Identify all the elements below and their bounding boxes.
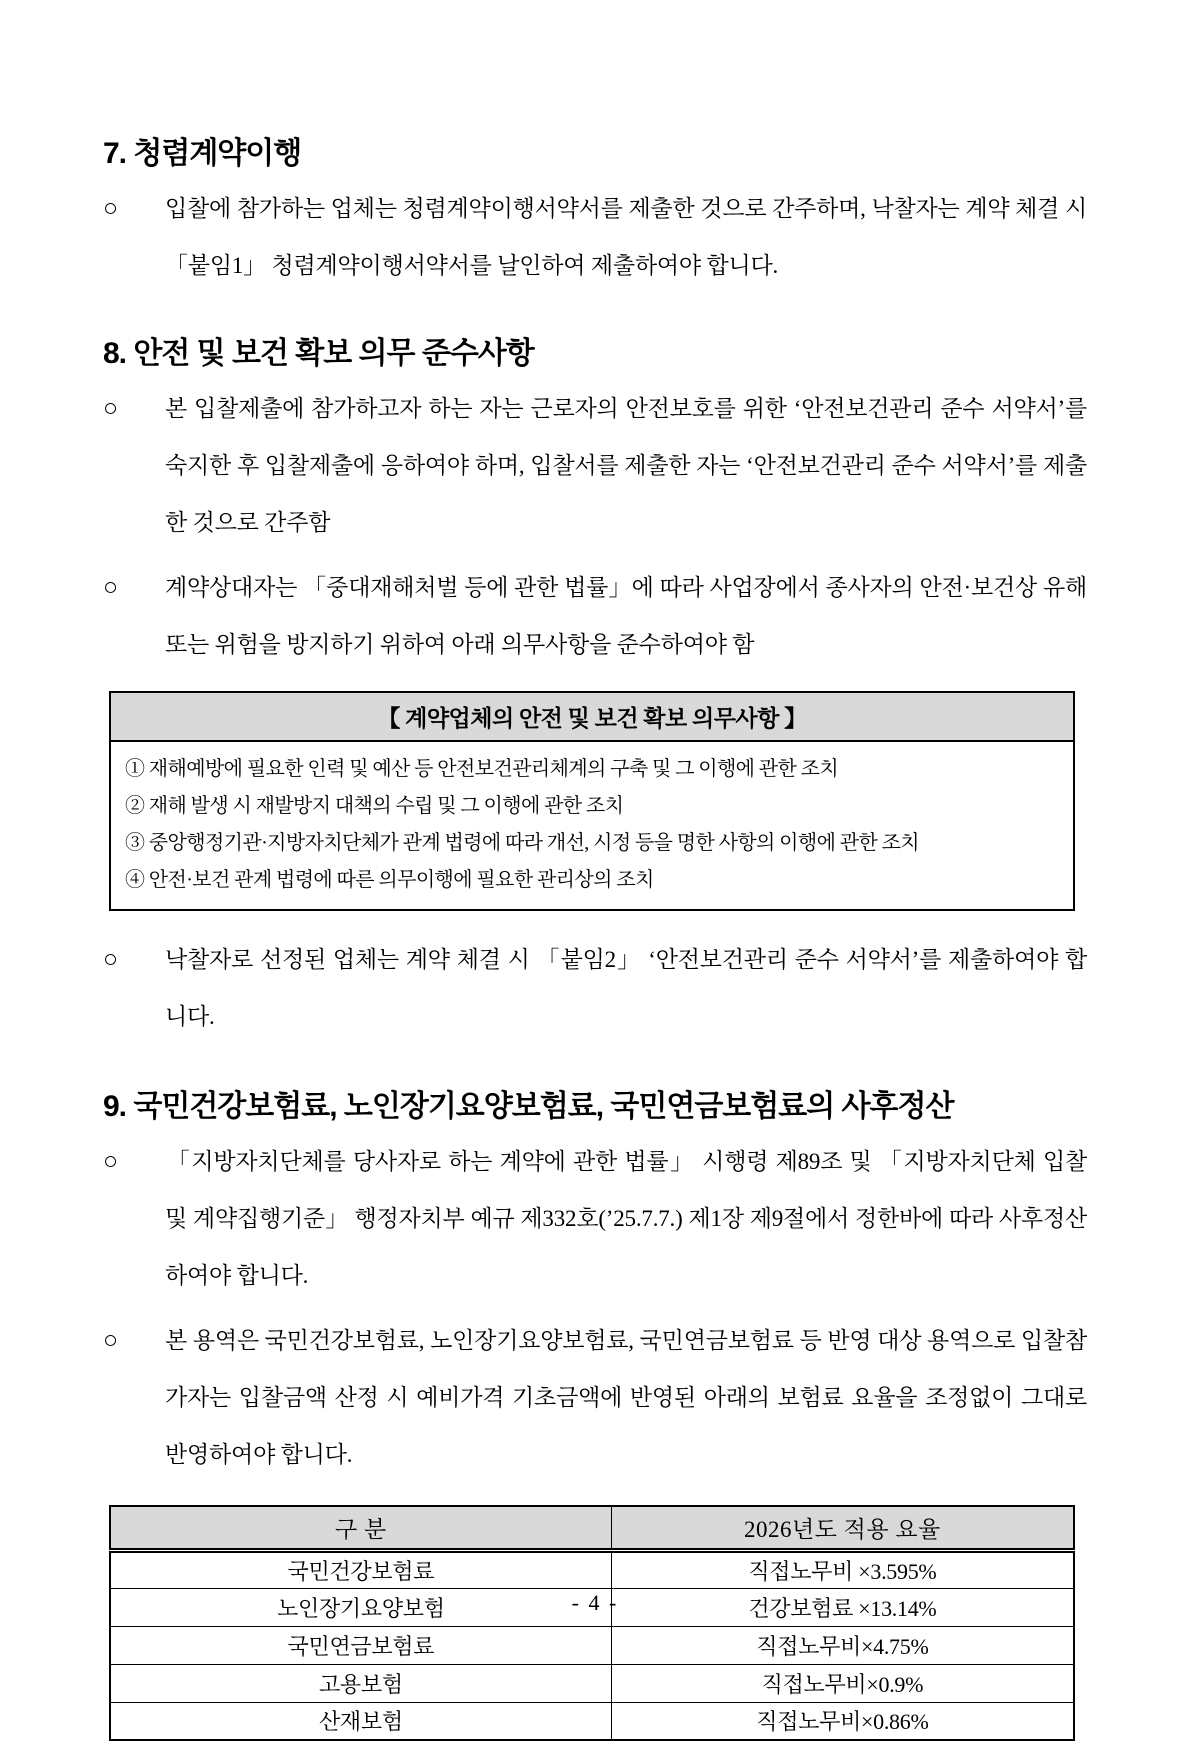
circle-bullet-icon: ○: [103, 195, 118, 222]
table-cell-rate: 직접노무비×4.75%: [611, 1626, 1074, 1664]
table-header-row: [110, 1506, 1074, 1550]
section-9-bullet-1-text: 「지방자치단체를 당사자로 하는 계약에 관한 법률」 시행령 제89조 및 「지방자치단체 입찰 및 계약집행기준」 행정자치부 예규 제332호(’25.7.7.) 제1장 제9절에서 정한바에 따라 사후정산 하여야 합니다.: [165, 1149, 1087, 1288]
section-7-bullet-1-text: 입찰에 참가하는 업체는 청렴계약이행서약서를 제출한 것으로 간주하며, 낙찰자는 계약 체결 시 「붙임1」 청렴계약이행서약서를 날인하여 제출하여야 합니다.: [165, 196, 1087, 278]
table-row: [110, 1550, 1074, 1588]
table-cell-category: 국민건강보험료: [110, 1550, 611, 1588]
page-number: - 4 -: [571, 1590, 619, 1615]
section-7-heading: 7. 청렴계약이행: [103, 137, 302, 170]
box-item-1: ① 재해예방에 필요한 인력 및 예산 등 안전보건관리체계의 구축 및 그 이행에 관한 조치: [125, 758, 839, 780]
insurance-rates-table: [109, 1505, 1075, 1741]
box-item-2: ② 재해 발생 시 재발방지 대책의 수립 및 그 이행에 관한 조치: [125, 795, 624, 817]
table-cell-rate: 건강보험료 ×13.14%: [611, 1588, 1074, 1626]
circle-bullet-icon: ○: [103, 1148, 118, 1175]
table-cell-rate: 직접노무비×0.86%: [611, 1702, 1074, 1740]
table-cell-category: 노인장기요양보험: [110, 1588, 611, 1626]
section-9-bullet-1: [103, 1133, 1087, 1304]
safety-obligations-box-title: 【 계약업체의 안전 및 보건 확보 의무사항 】: [111, 693, 1073, 742]
circle-bullet-icon: ○: [103, 395, 118, 422]
section-8: [103, 328, 1087, 1045]
section-7-bullet-1: [103, 180, 1087, 294]
safety-obligations-box: [109, 691, 1075, 911]
circle-bullet-icon: ○: [103, 1327, 118, 1354]
section-7: [103, 128, 1087, 294]
section-8-heading: 8. 안전 및 보건 확보 의무 준수사항: [103, 337, 534, 370]
table-header-category: 구 분: [110, 1506, 611, 1550]
table-cell-category: 국민연금보험료: [110, 1626, 611, 1664]
table-cell-category: 고용보험: [110, 1664, 611, 1702]
section-8-bullet-2: [103, 559, 1087, 673]
table-cell-category: 산재보험: [110, 1702, 611, 1740]
table-row: [110, 1664, 1074, 1702]
section-9-bullet-2-text: 본 용역은 국민건강보험료, 노인장기요양보험료, 국민연금보험료 등 반영 대상 용역으로 입찰참가자는 입찰금액 산정 시 예비가격 기초금액에 반영된 아래의 보험료 요율을 조정없이 그대로 반영하여야 합니다.: [165, 1328, 1087, 1467]
section-8-bullet-3-text: 낙찰자로 선정된 업체는 계약 체결 시 「붙임2」 ‘안전보건관리 준수 서약서’를 제출하여야 합니다.: [165, 947, 1087, 1029]
circle-bullet-icon: ○: [103, 574, 118, 601]
table-row: [110, 1702, 1074, 1740]
table-row: [110, 1626, 1074, 1664]
section-8-bullet-1: [103, 380, 1087, 551]
safety-obligations-box-items: [111, 742, 1073, 909]
section-9: [103, 1081, 1087, 1741]
section-8-bullet-2-text: 계약상대자는 「중대재해처벌 등에 관한 법률」에 따라 사업장에서 종사자의 안전·보건상 유해 또는 위험을 방지하기 위하여 아래 의무사항을 준수하여야 함: [165, 575, 1087, 657]
box-item-4: ④ 안전·보건 관계 법령에 따른 의무이행에 필요한 관리상의 조치: [125, 869, 654, 891]
section-8-bullet-1-text: 본 입찰제출에 참가하고자 하는 자는 근로자의 안전보호를 위한 ‘안전보건관리 준수 서약서’를 숙지한 후 입찰제출에 응하여야 하며, 입찰서를 제출한 자는 ‘안전보건관리 준수 서약서’를 제출한 것으로 간주함: [165, 396, 1087, 535]
table-cell-rate: 직접노무비 ×3.595%: [611, 1550, 1074, 1588]
section-9-bullet-2: [103, 1312, 1087, 1483]
table-cell-rate: 직접노무비×0.9%: [611, 1664, 1074, 1702]
circle-bullet-icon: ○: [103, 946, 118, 973]
box-item-3: ③ 중앙행정기관·지방자치단체가 관계 법령에 따라 개선, 시정 등을 명한 사항의 이행에 관한 조치: [125, 832, 920, 854]
section-8-bullet-3: [103, 931, 1087, 1045]
section-9-heading: 9. 국민건강보험료, 노인장기요양보험료, 국민연금보험료의 사후정산: [103, 1090, 954, 1123]
table-header-rate: 2026년도 적용 요율: [611, 1506, 1074, 1550]
